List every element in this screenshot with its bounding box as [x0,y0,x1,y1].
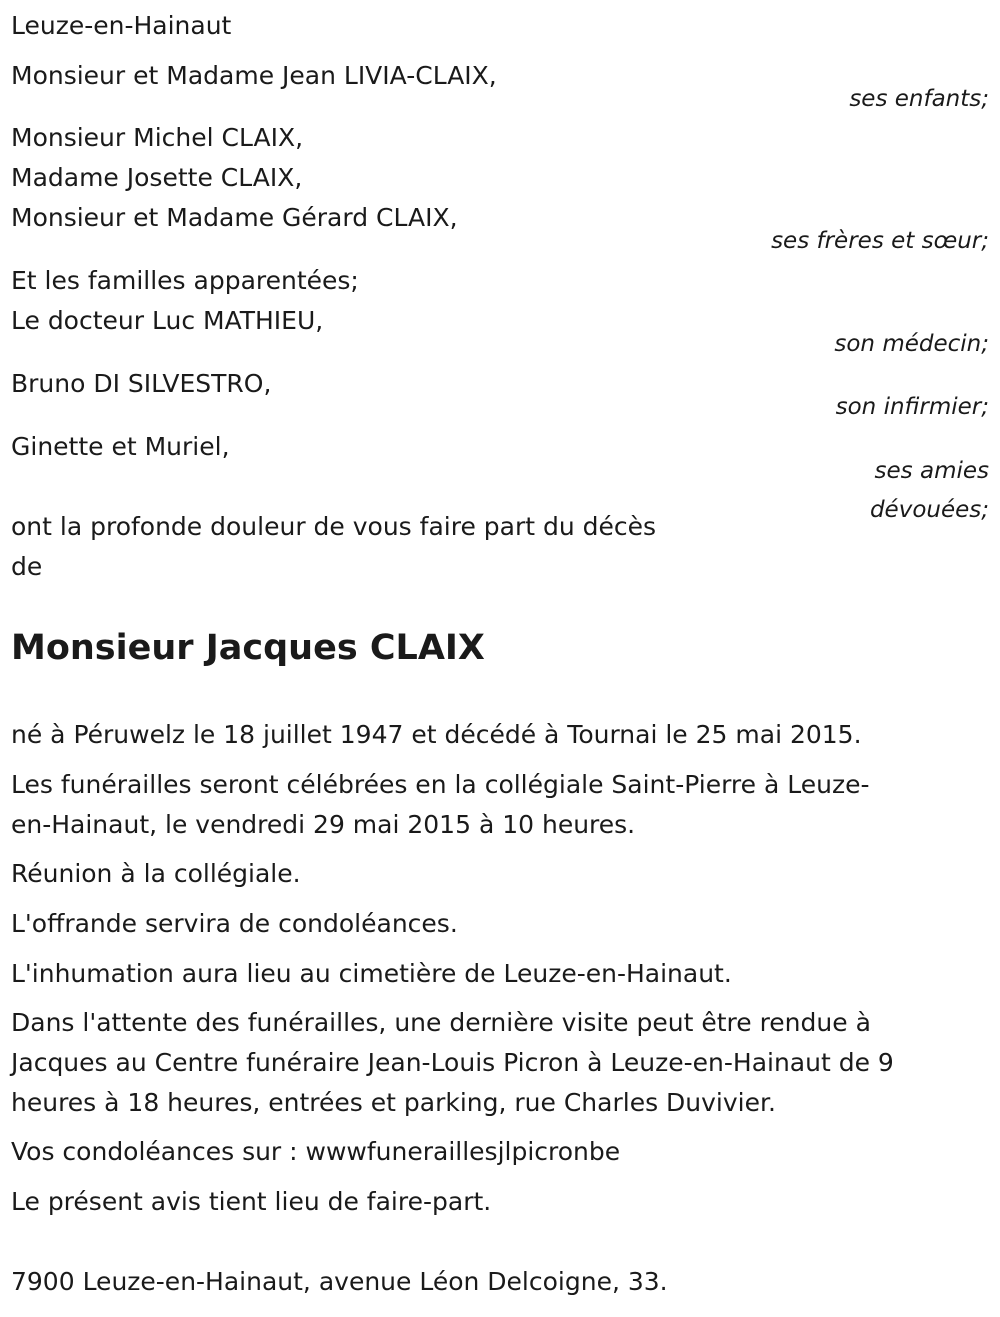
deceased-name: Monsieur Jacques CLAIX [11,628,485,668]
sibling-name: Madame Josette CLAIX, [11,163,303,192]
funeral-info-line2: en-Hainaut, le vendredi 29 mai 2015 à 10 heures. [11,810,636,839]
meeting-info: Réunion à la collégiale. [11,859,301,888]
visit-info-line1: Dans l'attente des funérailles, une dernière visite peut être rendue à [11,1008,871,1037]
notice-info: Le présent avis tient lieu de faire-part. [11,1187,492,1216]
birth-death-info: né à Péruwelz le 18 juillet 1947 et décédé à Tournai le 25 mai 2015. [11,720,862,749]
sibling-name: Monsieur Michel CLAIX, [11,123,304,152]
place-header: Leuze-en-Hainaut [11,11,232,40]
siblings-role: ses frères et sœur; [771,228,989,254]
announcement-line1: ont la profonde douleur de vous faire part du décès [11,512,657,541]
children-names: Monsieur et Madame Jean LIVIA-CLAIX, [11,61,497,90]
visit-info-line3: heures à 18 heures, entrées et parking, rue Charles Duvivier. [11,1088,776,1117]
condolences-info: Vos condoléances sur : wwwfuneraillesjlpicronbe [11,1137,621,1166]
friends-names: Ginette et Muriel, [11,432,230,461]
doctor-name: Le docteur Luc MATHIEU, [11,306,324,335]
doctor-role: son médecin; [834,331,989,357]
announcement-line2: de [11,552,43,581]
related-families: Et les familles apparentées; [11,266,359,295]
friends-role-line1: ses amies [874,458,989,484]
children-role: ses enfants; [849,86,989,112]
address-footer: 7900 Leuze-en-Hainaut, avenue Léon Delcoigne, 33. [11,1267,668,1296]
nurse-role: son infirmier; [835,394,989,420]
sibling-name: Monsieur et Madame Gérard CLAIX, [11,203,458,232]
nurse-name: Bruno DI SILVESTRO, [11,369,272,398]
visit-info-line2: Jacques au Centre funéraire Jean-Louis Picron à Leuze-en-Hainaut de 9 [11,1048,894,1077]
funeral-info-line1: Les funérailles seront célébrées en la collégiale Saint-Pierre à Leuze- [11,770,870,799]
friends-role-line2: dévouées; [869,497,989,523]
burial-info: L'inhumation aura lieu au cimetière de Leuze-en-Hainaut. [11,959,732,988]
offering-info: L'offrande servira de condoléances. [11,909,458,938]
